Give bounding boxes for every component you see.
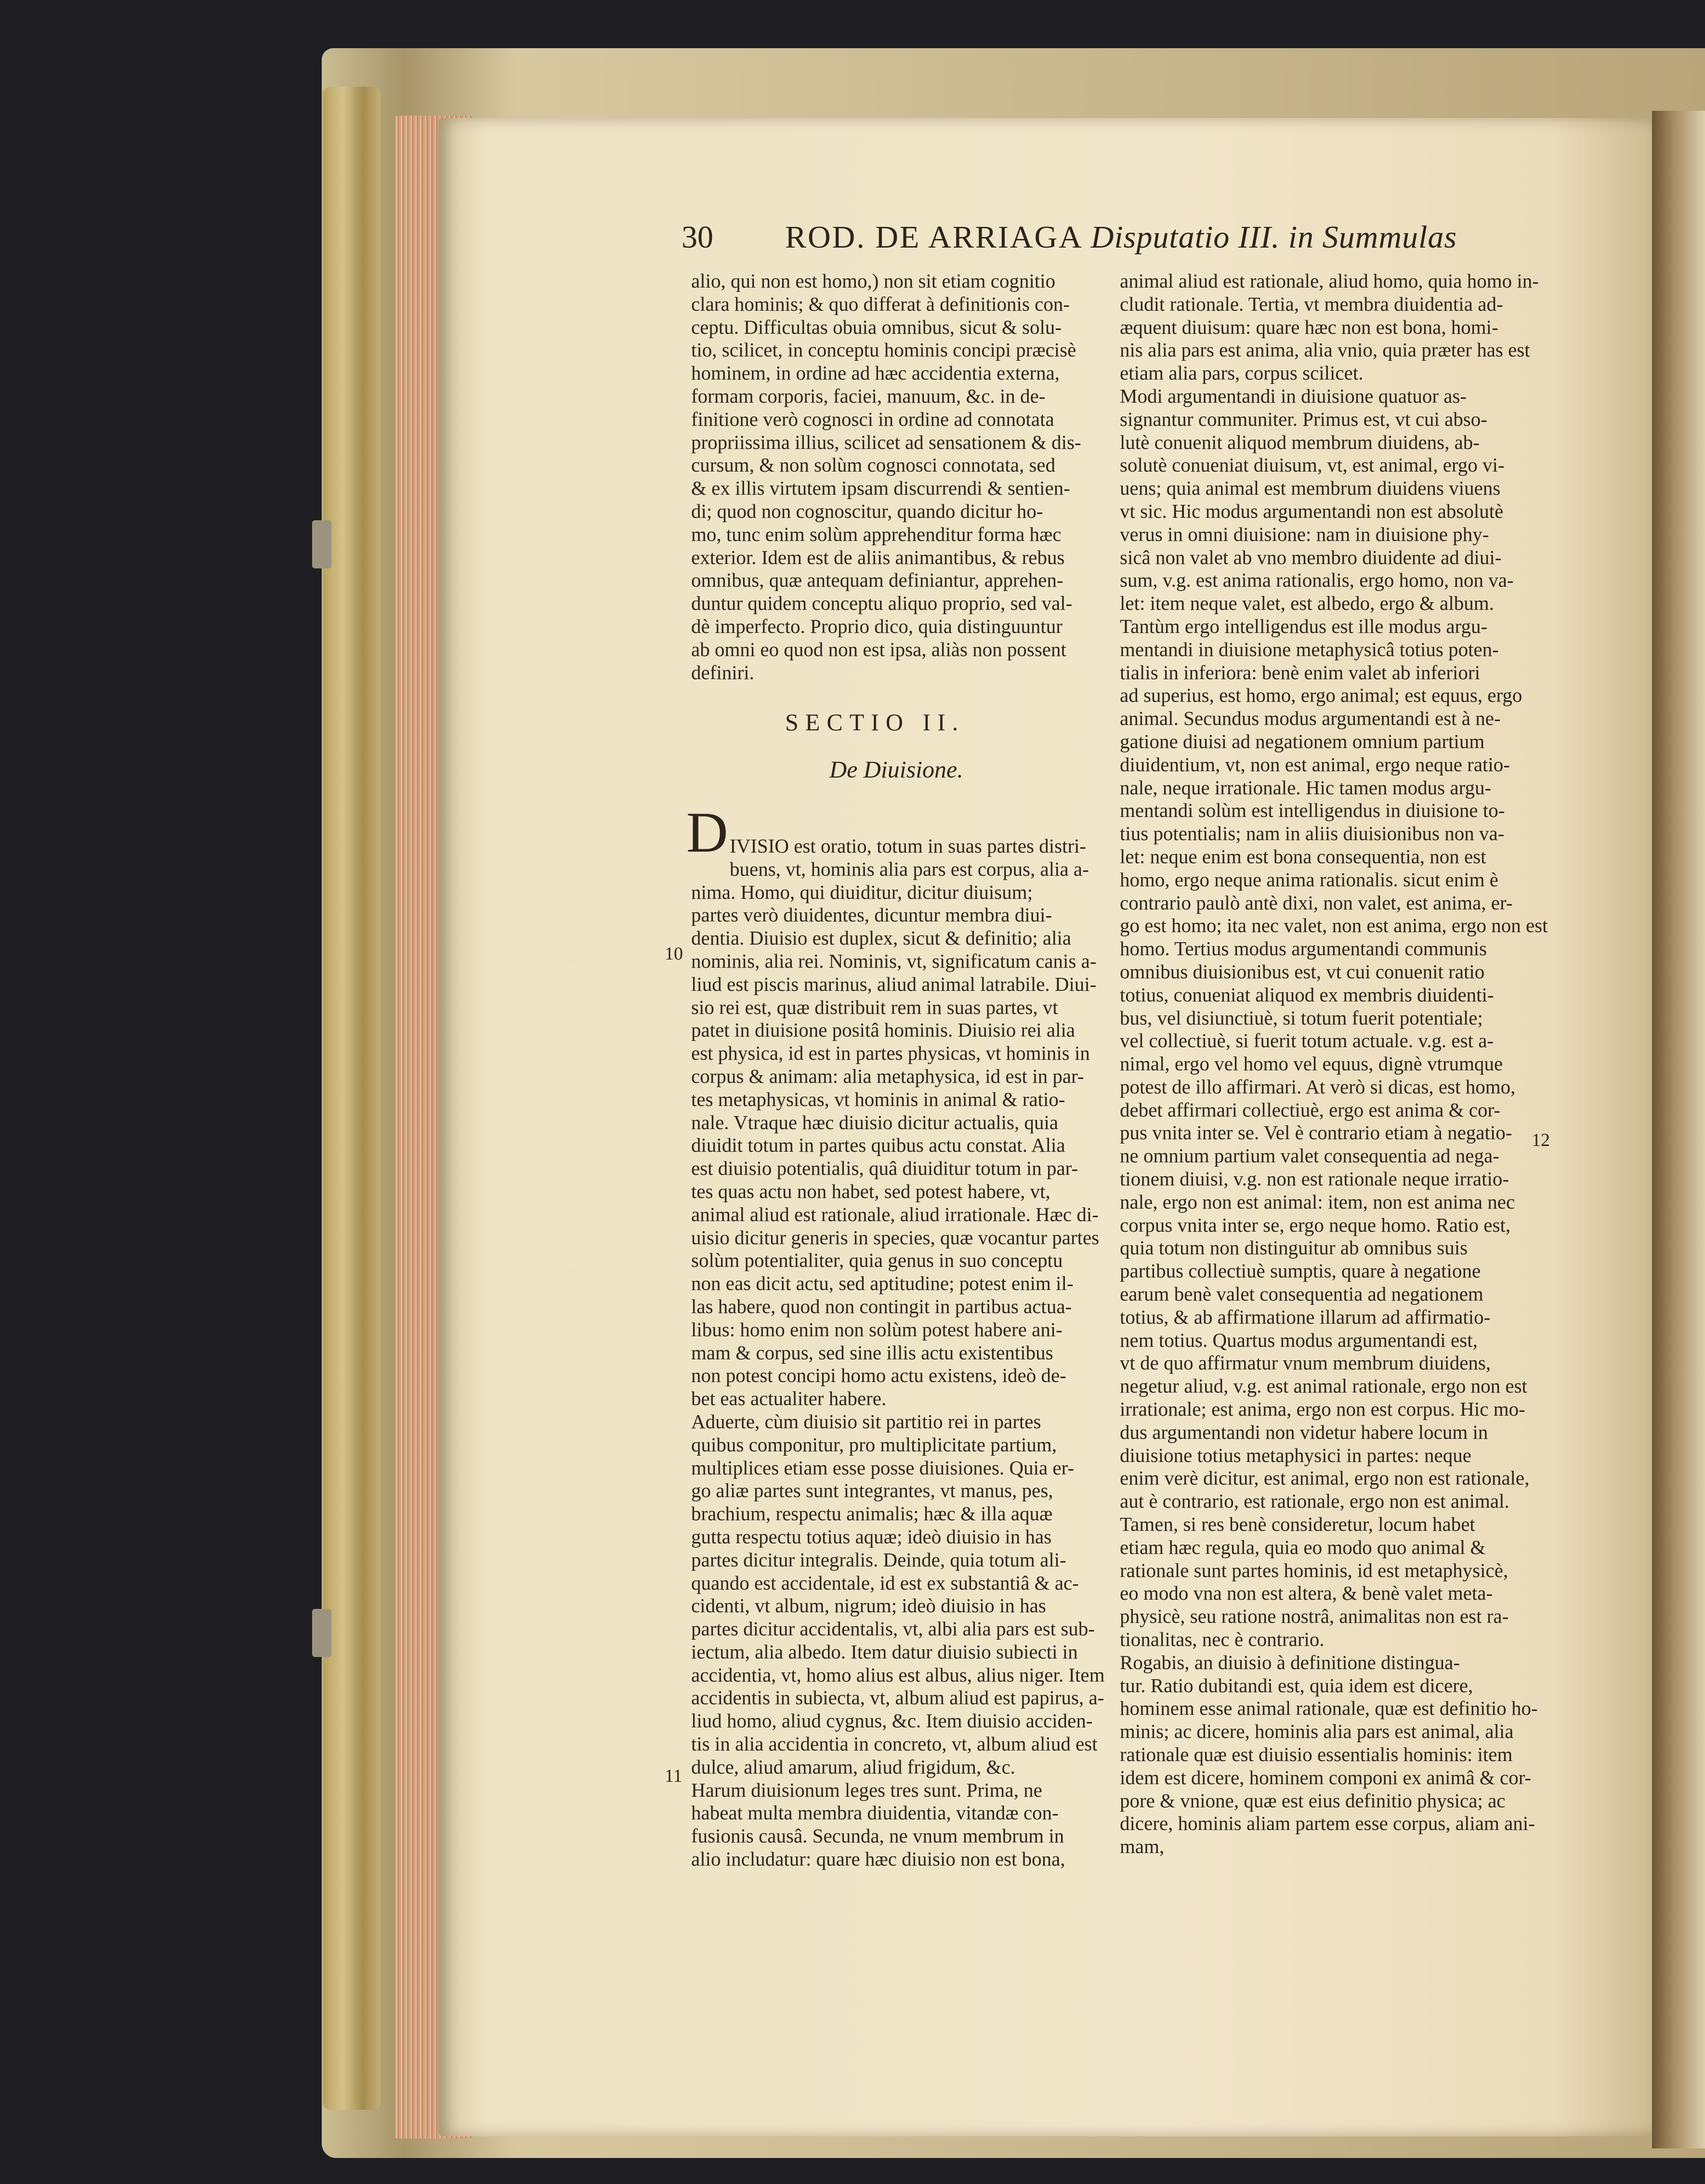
margin-number-10: 10 [665, 944, 683, 964]
text-line: go aliæ partes sunt integrantes, vt manus, pes, [691, 1479, 1053, 1502]
text-line: tes metaphysicas, vt hominis in animal & ratio- [691, 1088, 1065, 1110]
text-line: animal aliud est rationale, aliud homo, quia homo in- [1120, 270, 1539, 292]
text-line: corpus & animam: alia metaphysica, id est in par- [691, 1065, 1084, 1087]
margin-number-12: 12 [1532, 1130, 1550, 1150]
text-line: animal. Secundus modus argumentandi est à ne- [1120, 707, 1501, 730]
text-line: corpus vnita inter se, ergo neque homo. Ratio est, [1120, 1213, 1511, 1236]
text-line: solutè conueniat diuisum, vt, est animal, ergo vi- [1120, 454, 1505, 476]
text-line: bus, vel disiunctiuè, si totum fuerit potentiale; [1120, 1006, 1483, 1029]
text-line: tio, scilicet, in conceptu hominis concipi præcisè [691, 339, 1076, 361]
text-line: minis; ac dicere, hominis alia pars est animal, alia [1120, 1720, 1514, 1743]
text-line: fusionis causâ. Secunda, ne vnum membrum in [691, 1825, 1064, 1847]
page-number: 30 [682, 220, 713, 255]
binding-clasp [312, 520, 331, 568]
text-line: tialis in inferiora: benè enim valet ab inferiori [1120, 661, 1480, 684]
text-line: nem totius. Quartus modus argumentandi est, [1120, 1329, 1478, 1351]
right-page-gutter [1652, 111, 1705, 2148]
text-line: IVISIO est oratio, totum in suas partes distri- [730, 835, 1087, 857]
text-line: nale, neque irrationale. Hic tamen modus argu- [1120, 776, 1492, 799]
left-column-top [691, 270, 1081, 684]
text-line: liud homo, aliud cygnus, &c. Item diuisio acciden- [691, 1710, 1093, 1732]
gilt-binding-edge [323, 87, 380, 2110]
text-line: & ex illis virtutem ipsam discurrendi & sentien- [691, 477, 1070, 500]
text-line: nale. Vtraque hæc diuisio dicitur actualis, quia [691, 1111, 1059, 1133]
text-line: debet affirmari collectiuè, ergo est anima & cor- [1120, 1098, 1500, 1121]
text-line: dè imperfecto. Proprio dico, quia distinguuntur [691, 615, 1062, 637]
text-line: vt de quo affirmatur vnum membrum diuidens, [1120, 1352, 1491, 1374]
text-line: omnibus diuisionibus est, vt cui conuenit ratio [1120, 960, 1485, 983]
text-line: nale, ergo non est animal: item, non est anima nec [1120, 1190, 1515, 1213]
text-line: homo. Tertius modus argumentandi communis [1120, 937, 1487, 960]
text-line: tes quas actu non habet, sed potest habere, vt, [691, 1180, 1050, 1202]
text-line: partes dicitur accidentalis, vt, albi alia pars est sub- [691, 1618, 1095, 1640]
text-line: diuidentium, vt, non est animal, ergo neque ratio- [1120, 753, 1510, 776]
section-title: SECTIO II. [785, 709, 965, 736]
text-line: iectum, alia albedo. Item datur diuisio subiecti in [691, 1640, 1078, 1663]
text-line: libus: homo enim non solùm potest habere ani- [691, 1318, 1062, 1341]
text-line: vt sic. Hic modus argumentandi non est absolutè [1120, 500, 1504, 522]
right-column [1120, 270, 1548, 1858]
text-line: dentia. Diuisio est duplex, sicut & definitio; alia [691, 927, 1072, 949]
text-line: etiam hæc regula, quia eo modo quo animal & [1120, 1536, 1486, 1558]
text-line: diuidit totum in partes quibus actu constat. Alia [691, 1134, 1065, 1157]
text-line: ad superius, est homo, ergo animal; est equus, ergo [1120, 684, 1522, 707]
text-line: mam & corpus, sed sine illis actu existentibus [691, 1341, 1053, 1364]
text-line: ceptu. Difficultas obuia omnibus, sicut & solu- [691, 316, 1062, 338]
text-line: let: neque enim est bona consequentia, non est [1120, 845, 1486, 868]
text-line: verus in omni diuisione: nam in diuisione phy- [1120, 523, 1489, 545]
running-head-author: ROD. DE ARRIAGA [785, 220, 1082, 255]
text-line: sio rei est, quæ distribuit rem in suas partes, vt [691, 996, 1058, 1018]
text-line: propriissima illius, scilicet ad sensationem & dis- [691, 431, 1081, 453]
text-line: æquent diuisum: quare hæc non est bona, homi- [1120, 316, 1498, 338]
text-line: potest de illo affirmari. At verò si dicas, est homo, [1120, 1075, 1516, 1098]
text-line: tis in alia accidentia in concreto, vt, album aliud est [691, 1733, 1098, 1755]
text-line: homo, ergo neque anima rationalis. sicut enim è [1120, 868, 1499, 891]
text-line: partes verò diuidentes, dicuntur membra diui- [691, 904, 1052, 926]
text-line: nimal, ergo vel homo vel equus, dignè vtrumque [1120, 1053, 1503, 1075]
text-line: sicâ non valet ab vno membro diuidente ad diui- [1120, 546, 1502, 568]
text-line: est diuisio potentialis, quâ diuiditur totum in par- [691, 1157, 1078, 1180]
text-line: quando est accidentale, id est ex substantiâ & ac- [691, 1571, 1079, 1594]
text-line: est physica, id est in partes physicas, vt hominis in [691, 1042, 1090, 1065]
text-line: go est homo; ita nec valet, non est anima, ergo non est [1120, 914, 1548, 937]
text-line: mam, [1120, 1835, 1165, 1858]
text-line: partibus collectiuè sumptis, quare à negatione [1120, 1260, 1481, 1282]
text-line: ne omnium partium valet consequentia ad nega- [1120, 1145, 1499, 1167]
text-line: partes dicitur integralis. Deinde, quia totum ali- [691, 1548, 1066, 1571]
margin-number-11: 11 [665, 1766, 682, 1786]
text-line: non potest concipi homo actu existens, ideò de- [691, 1364, 1066, 1387]
text-line: bet eas actualiter habere. [691, 1387, 887, 1410]
text-line: enim verè dicitur, est animal, ergo non est rationale, [1120, 1467, 1530, 1489]
text-line: mo, tunc enim solùm apprehenditur forma hæc [691, 523, 1062, 545]
text-line: tionem diuisi, v.g. non est rationale neque irratio- [1120, 1168, 1509, 1190]
text-line: idem est dicere, hominem componi ex animâ & cor- [1120, 1766, 1532, 1789]
text-line: animal aliud est rationale, aliud irrationale. Hæc di- [691, 1203, 1099, 1225]
text-line: accidentis in subiecta, vt, album aliud est papirus, a- [691, 1686, 1104, 1709]
text-line: earum benè valet consequentia ad negationem [1120, 1283, 1483, 1305]
text-line: alio, qui non est homo,) non sit etiam cognitio [691, 270, 1056, 292]
text-line: rationale sunt partes hominis, id est metaphysicè, [1120, 1559, 1508, 1581]
text-line: totius, conueniat aliquod ex membris diuidenti- [1120, 983, 1494, 1006]
text-line: vel collectiuè, si fuerit totum actuale. v.g. est a- [1120, 1029, 1494, 1052]
text-line: buens, vt, hominis alia pars est corpus, alia a- [730, 857, 1089, 880]
text-line: brachium, respectu animalis; hæc & illa aquæ [691, 1502, 1053, 1525]
text-line: formam corporis, faciei, manuum, &c. in de- [691, 384, 1046, 407]
text-line: patet in diuisione positâ hominis. Diuisio rei alia [691, 1019, 1075, 1041]
text-line: Tantùm ergo intelligendus est ille modus argu- [1120, 615, 1488, 637]
text-line: Rogabis, an diuisio à definitione distingua- [1120, 1651, 1460, 1673]
text-line: dus argumentandi non videtur habere locum in [1120, 1421, 1488, 1443]
text-line: uens; quia animal est membrum diuidens viuens [1120, 477, 1501, 500]
text-line: mentandi in diuisione metaphysicâ totius poten- [1120, 638, 1499, 660]
left-column-bottom [691, 835, 1105, 1871]
text-line: cursum, & non solùm cognosci connotata, sed [691, 454, 1056, 476]
text-line: liud est piscis marinus, aliud animal latrabile. Diui- [691, 973, 1097, 995]
text-line: totius, & ab affirmatione illarum ad affirmatio- [1120, 1305, 1491, 1328]
text-line: diuisione totius metaphysici in partes: neque [1120, 1444, 1471, 1466]
text-line: quia totum non distinguitur ab omnibus suis [1120, 1237, 1468, 1259]
text-line: etiam alia pars, corpus scilicet. [1120, 362, 1364, 384]
text-line: negetur aliud, v.g. est animal rationale, ergo non est [1120, 1375, 1527, 1397]
text-line: pore & vnione, quæ est eius definitio physica; ac [1120, 1789, 1506, 1812]
text-line: tionalitas, nec è contrario. [1120, 1628, 1325, 1651]
text-line: di; quod non cognoscitur, quando dicitur ho- [691, 500, 1043, 522]
running-head [785, 219, 1457, 256]
text-line: Aduerte, cùm diuisio sit partitio rei in partes [691, 1410, 1041, 1433]
text-line: nominis, alia rei. Nominis, vt, significatum canis a- [691, 949, 1097, 972]
text-line: tur. Ratio dubitandi est, quia idem est dicere, [1120, 1674, 1473, 1697]
text-line: finitione verò cognosci in ordine ad connotata [691, 408, 1054, 430]
text-line: las habere, quod non contingit in partibus actua- [691, 1295, 1072, 1317]
text-line: gutta respectu totius aquæ; ideò diuisio in has [691, 1525, 1052, 1548]
text-line: rationale quæ est diuisio essentialis hominis: item [1120, 1743, 1513, 1765]
text-line: pus vnita inter se. Vel è contrario etiam à negatio- [1120, 1121, 1512, 1144]
text-line: multiplices etiam esse posse diuisiones. Quia er- [691, 1456, 1075, 1479]
text-line: hominem esse animal rationale, quæ est definitio ho- [1120, 1697, 1538, 1720]
text-line: clara hominis; & quo differat à definitionis con- [691, 292, 1070, 315]
text-line: cidenti, vt album, nigrum; ideò diuisio in has [691, 1594, 1046, 1617]
binding-clasp [312, 1609, 331, 1657]
running-head-title: Disputatio III. in Summulas [1090, 220, 1457, 255]
text-line: let: item neque valet, est albedo, ergo & album. [1120, 592, 1494, 615]
text-line: omnibus, quæ antequam definiantur, apprehen- [691, 569, 1063, 592]
text-line: nima. Homo, qui diuiditur, dicitur diuisum; [691, 881, 1033, 903]
text-line: Modi argumentandi in diuisione quatuor as- [1120, 384, 1467, 407]
text-line: ab omni eo quod non est ipsa, aliàs non possent [691, 638, 1066, 660]
text-line: non eas dicit actu, sed aptitudine; potest enim il- [691, 1272, 1074, 1295]
text-line: aut è contrario, est rationale, ergo non est animal. [1120, 1490, 1509, 1513]
text-line: Harum diuisionum leges tres sunt. Prima, ne [691, 1778, 1042, 1801]
text-line: tius potentialis; nam in aliis diuisionibus non va- [1120, 822, 1505, 845]
drop-cap: D [686, 800, 728, 864]
text-line: Tamen, si res benè consideretur, locum habet [1120, 1513, 1475, 1536]
text-line: dulce, aliud amarum, aliud frigidum, &c. [691, 1755, 1015, 1778]
text-line: signantur communiter. Primus est, vt cui abso- [1120, 408, 1487, 430]
text-line: uisio dicitur generis in species, quæ vocantur partes [691, 1226, 1100, 1249]
text-line: gatione diuisi ad negationem omnium partium [1120, 730, 1485, 752]
text-line: definiri. [691, 661, 754, 684]
text-line: hominem, in ordine ad hæc accidentia externa, [691, 362, 1060, 384]
text-line: dicere, hominis aliam partem esse corpus, aliam ani- [1120, 1812, 1535, 1835]
text-line: cludit rationale. Tertia, vt membra diuidentia ad- [1120, 292, 1503, 315]
text-line: exterior. Idem est de aliis animantibus, & rebus [691, 546, 1065, 568]
text-line: habeat multa membra diuidentia, vitandæ con- [691, 1802, 1059, 1824]
text-line: duntur quidem conceptu aliquo proprio, sed val- [691, 592, 1073, 615]
text-line: accidentia, vt, homo alius est albus, alius niger. Item [691, 1663, 1105, 1686]
section-subtitle: De Diuisione. [829, 756, 963, 783]
text-line: quibus componitur, pro multiplicitate partium, [691, 1433, 1057, 1456]
text-line: nis alia pars est anima, alia vnio, quia præter has est [1120, 339, 1530, 361]
text-line: physicè, seu ratione nostrâ, animalitas non est ra- [1120, 1605, 1509, 1628]
text-line: sum, v.g. est anima rationalis, ergo homo, non va- [1120, 569, 1514, 592]
text-line: lutè conuenit aliquod membrum diuidens, ab- [1120, 431, 1480, 453]
text-line: alio includatur: quare hæc diuisio non est bona, [691, 1848, 1065, 1870]
text-line: mentandi solùm est intelligendus in diuisione to- [1120, 799, 1505, 822]
text-line: solùm potentialiter, quia genus in suo conceptu [691, 1249, 1063, 1272]
text-line: eo modo vna non est altera, & benè valet meta- [1120, 1582, 1493, 1605]
text-line: irrationale; est anima, ergo non est corpus. Hic mo- [1120, 1398, 1525, 1421]
text-line: contrario paulò antè dixi, non valet, est anima, er- [1120, 891, 1513, 914]
